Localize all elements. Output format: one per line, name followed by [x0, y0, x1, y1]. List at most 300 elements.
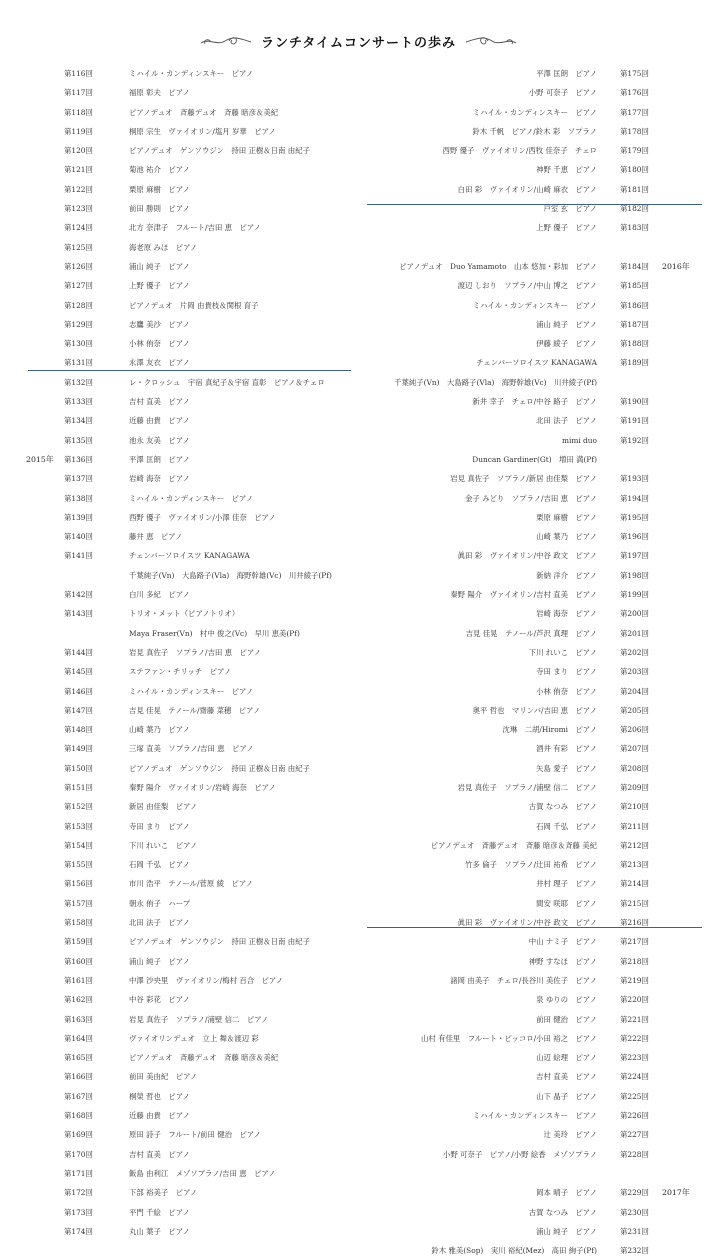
- concert-number: 第212回: [620, 840, 649, 850]
- concert-number: 第230回: [620, 1207, 649, 1217]
- concert-number: 第146回: [64, 686, 93, 696]
- concert-entry: [362, 334, 702, 353]
- performer-text: 千葉純子(Vn) 大島路子(Vla) 海野幹雄(Vc) 川井綾子(Pf): [129, 570, 332, 580]
- performer-text: 丸山 葉子 ピアノ: [129, 1226, 190, 1236]
- concert-entry: [24, 894, 352, 913]
- concert-entry: [24, 469, 352, 488]
- concert-number: 第184回: [620, 261, 649, 271]
- performer-text: 近藤 由貴 ピアノ: [129, 1111, 190, 1121]
- concert-number: 第176回: [620, 88, 649, 98]
- performer-text: 白田 彩 ヴァイオリン/山崎 麻衣 ピアノ: [457, 184, 597, 194]
- performer-text: 岡本 晴子 ピアノ: [536, 1188, 597, 1198]
- performer-text: 岩見 真佐子 ソプラノ/浦壁 信二 ピアノ: [129, 1014, 269, 1024]
- concert-entry: [362, 643, 702, 662]
- concert-number: 第224回: [620, 1072, 649, 1082]
- performer-text: 下川 れいこ ピアノ: [528, 647, 597, 657]
- concert-number: 第215回: [620, 898, 649, 908]
- concert-number: 第203回: [620, 667, 649, 677]
- concert-number: 第132回: [64, 377, 93, 387]
- performer-text: 矢島 愛子 ピアノ: [536, 763, 597, 773]
- concert-number: 第179回: [620, 146, 649, 156]
- concert-entry: [362, 720, 702, 739]
- concert-entry: [24, 874, 352, 893]
- performer-text: ピアノデュオ ゲンソウジン 持田 正樹＆日南 由紀子: [129, 763, 310, 773]
- concert-number: 第119回: [64, 126, 93, 136]
- concert-number: 第202回: [620, 647, 649, 657]
- performer-text: 戸室 玄 ピアノ: [543, 204, 597, 214]
- concert-number: 第174回: [64, 1226, 93, 1236]
- performer-text: 西野 優子 ヴァイオリン/小澤 佳奈 ピアノ: [129, 512, 276, 522]
- performer-text: 岩崎 海奈 ピアノ: [536, 609, 597, 619]
- performer-text: 西野 優子 ヴァイオリン/西牧 佳奈子 チェロ: [442, 146, 597, 156]
- concert-number: 第152回: [64, 802, 93, 812]
- performer-text: 上野 優子 ピアノ: [536, 223, 597, 233]
- concert-entry: [362, 431, 702, 450]
- concert-number: 第177回: [620, 107, 649, 117]
- concert-number: 第160回: [64, 956, 93, 966]
- concert-entry: [362, 199, 702, 218]
- concert-number: 第170回: [64, 1149, 93, 1159]
- concert-number: 第127回: [64, 281, 93, 291]
- concert-number: 第208回: [620, 763, 649, 773]
- concert-entry: [24, 218, 352, 237]
- concert-number: 第197回: [620, 551, 649, 561]
- concert-entry: [24, 180, 352, 199]
- performer-text: 新井 幸子 チェロ/中谷 路子 ピアノ: [472, 397, 597, 407]
- concert-number: 第157回: [64, 898, 93, 908]
- concert-number: 第153回: [64, 821, 93, 831]
- performer-text: ピアノデュオ Duo Yamamoto 山本 悠加・彩加 ピアノ: [399, 261, 597, 271]
- concert-entry: [24, 103, 352, 122]
- concert-number: 第138回: [64, 493, 93, 503]
- concert-number: 第154回: [64, 840, 93, 850]
- performer-text: 奥平 哲也 マリンバ/吉田 恵 ピアノ: [472, 705, 597, 715]
- concert-number: 第180回: [620, 165, 649, 175]
- concert-entry: [362, 739, 702, 758]
- concert-number: 第159回: [64, 937, 93, 947]
- concert-number: 第141回: [64, 551, 93, 561]
- concert-entry: [24, 1164, 352, 1183]
- concert-number: 第139回: [64, 512, 93, 522]
- concert-entry: [24, 585, 352, 604]
- concert-entry: [24, 546, 352, 565]
- concert-entry: [24, 1222, 352, 1241]
- performer-text: 中山 ナミ子 ピアノ: [528, 937, 597, 947]
- concert-number: 第178回: [620, 126, 649, 136]
- concert-entry: [362, 1145, 702, 1164]
- performer-text: 吉村 直美 ピアノ: [129, 1149, 190, 1159]
- performer-text: 小林 侑奈 ピアノ: [129, 339, 190, 349]
- concert-number: 第217回: [620, 937, 649, 947]
- performer-text: 北方 奈津子 フルート/吉田 恵 ピアノ: [129, 223, 261, 233]
- concert-number: 第207回: [620, 744, 649, 754]
- concert-entry: [24, 913, 352, 932]
- concert-number: 第221回: [620, 1014, 649, 1024]
- concert-entry: [362, 1164, 702, 1183]
- concert-entry: [24, 1125, 352, 1144]
- concert-number: 第200回: [620, 609, 649, 619]
- concert-entry: [24, 566, 352, 585]
- concert-entry: [24, 527, 352, 546]
- performer-text: 寺田 まり ピアノ: [129, 821, 190, 831]
- concert-entry: [24, 1106, 352, 1125]
- concert-entry: [362, 759, 702, 778]
- concert-number: 第124回: [64, 223, 93, 233]
- concert-entry: [362, 103, 702, 122]
- performer-text: 間安 咲耶 ピアノ: [536, 898, 597, 908]
- performer-text: ミハイル・カンディンスキー ピアノ: [129, 493, 254, 503]
- concert-number: 第142回: [64, 590, 93, 600]
- performer-text: ミハイル・カンディンスキー ピアノ: [129, 686, 254, 696]
- performer-text: 栗原 麻樹 ピアノ: [536, 512, 597, 522]
- performer-text: Duncan Gardiner(Gt) 増田 満(Pf): [472, 454, 597, 464]
- concert-number: 第130回: [64, 339, 93, 349]
- performer-text: 福原 彰夫 ピアノ: [129, 88, 190, 98]
- year-divider-2015: [28, 370, 351, 371]
- performer-text: 上野 優子 ピアノ: [129, 281, 190, 291]
- performer-text: 石岡 千弘 ピアノ: [129, 860, 190, 870]
- concert-number: 第182回: [620, 204, 649, 214]
- performer-text: 竹多 倫子 ソプラノ/辻田 祐希 ピアノ: [464, 860, 597, 870]
- concert-entry: [362, 353, 702, 372]
- concert-number: 第116回: [64, 69, 93, 78]
- concert-number: 第205回: [620, 705, 649, 715]
- concert-number: 第155回: [64, 860, 93, 870]
- concert-entry: [24, 797, 352, 816]
- performer-text: 山崎 葉乃 ピアノ: [129, 725, 190, 735]
- performer-text: 原田 詩子 フルート/前田 健治 ピアノ: [129, 1130, 261, 1140]
- concert-number: 第120回: [64, 146, 93, 156]
- concert-number: 第150回: [64, 763, 93, 773]
- page-header: [0, 30, 717, 52]
- concert-entry: [362, 122, 702, 141]
- concert-entry: [362, 527, 702, 546]
- performer-text: ピアノデュオ ゲンソウジン 持田 正樹＆日南 由紀子: [129, 146, 310, 156]
- concert-entry: [24, 662, 352, 681]
- concert-number: 第134回: [64, 416, 93, 426]
- concert-entry: [362, 469, 702, 488]
- performer-text: 白川 多紀 ピアノ: [129, 590, 190, 600]
- year-divider-2016: [367, 204, 702, 205]
- concert-entry: [24, 238, 352, 257]
- concert-number: 第186回: [620, 300, 649, 310]
- performer-text: ミハイル・カンディンスキー ピアノ: [129, 69, 254, 78]
- concert-entry: [24, 952, 352, 971]
- concert-entry: [362, 1125, 702, 1144]
- concert-entry: [24, 296, 352, 315]
- performer-text: 金子 みどり ソプラノ/吉田 恵 ピアノ: [464, 493, 597, 503]
- performer-text: 辻 美玲 ピアノ: [543, 1130, 597, 1140]
- concert-number: 第189回: [620, 358, 649, 368]
- concert-number: 第164回: [64, 1033, 93, 1043]
- concert-number: 第204回: [620, 686, 649, 696]
- concert-number: 第133回: [64, 397, 93, 407]
- performer-text: ミハイル・カンディンスキー ピアノ: [472, 107, 597, 117]
- concert-entry: [24, 1203, 352, 1222]
- performer-text: 秦野 陽介 ヴァイオリン/吉村 直美 ピアノ: [450, 590, 597, 600]
- performer-text: 池永 友美 ピアノ: [129, 435, 190, 445]
- concert-number: 第201回: [620, 628, 649, 638]
- concert-number: 第225回: [620, 1091, 649, 1101]
- concert-entry: [24, 1145, 352, 1164]
- concert-number: 第190回: [620, 397, 649, 407]
- concert-entry: [362, 373, 702, 392]
- concert-entry: [24, 411, 352, 430]
- page-title: ランチタイムコンサートの歩み: [260, 35, 457, 51]
- concert-entry: [24, 604, 352, 623]
- performer-text: 三塚 直美 ソプラノ/吉田 恵 ピアノ: [129, 744, 254, 754]
- concert-entry: [24, 971, 352, 990]
- concert-number: 第232回: [620, 1246, 649, 1256]
- concert-entry: [24, 508, 352, 527]
- performer-text: 山下 晶子 ピアノ: [536, 1091, 597, 1101]
- concert-entry: [362, 971, 702, 990]
- concert-number: 第128回: [64, 300, 93, 310]
- performer-text: 沈琳 二胡/Hiromi ピアノ: [502, 725, 597, 735]
- performer-text: 下川 れいこ ピアノ: [129, 840, 198, 850]
- performer-text: チェンバーソロイスツ KANAGAWA: [129, 551, 250, 561]
- performer-text: 浦山 純子 ピアノ: [536, 319, 597, 329]
- concert-entry: [24, 450, 352, 469]
- concert-entry: [24, 1183, 352, 1202]
- performer-text: 永澤 友衣 ピアノ: [129, 358, 190, 368]
- concert-entry: [24, 682, 352, 701]
- concert-entry: [362, 257, 702, 276]
- concert-number: 第228回: [620, 1149, 649, 1159]
- concert-number: 第143回: [64, 609, 93, 619]
- left-flourish-ornament: [199, 34, 253, 48]
- concert-number: 第219回: [620, 975, 649, 985]
- concert-entry: [24, 160, 352, 179]
- concert-number: 第213回: [620, 860, 649, 870]
- concert-entry: [362, 624, 702, 643]
- concert-entry: [362, 817, 702, 836]
- year-label: 2016年: [662, 261, 690, 271]
- concert-entry: [24, 199, 352, 218]
- performer-text: 浦山 純子 ピアノ: [536, 1226, 597, 1236]
- concert-number: 第214回: [620, 879, 649, 889]
- concert-entry: [24, 701, 352, 720]
- performer-text: 眞田 彩 ヴァイオリン/中谷 政文 ピアノ: [457, 551, 597, 561]
- concert-number: 第158回: [64, 918, 93, 928]
- performer-text: 岩崎 海奈 ピアノ: [129, 474, 190, 484]
- concert-entry: [362, 392, 702, 411]
- performer-text: 酒井 有彩 ピアノ: [536, 744, 597, 754]
- concert-entry: [362, 83, 702, 102]
- concert-number: 第181回: [620, 184, 649, 194]
- concert-number: 第169回: [64, 1130, 93, 1140]
- concert-number: 第193回: [620, 474, 649, 484]
- concert-entry: [362, 141, 702, 160]
- concert-number: 第122回: [64, 184, 93, 194]
- performer-text: 平門 千絵 ピアノ: [129, 1207, 190, 1217]
- concert-number: 第118回: [64, 107, 93, 117]
- concert-entry: [362, 508, 702, 527]
- performer-text: 眞田 彩 ヴァイオリン/中谷 政文 ピアノ: [457, 918, 597, 928]
- performer-text: 前田 勝則 ピアノ: [129, 204, 190, 214]
- performer-text: mimi duo: [561, 435, 597, 445]
- concert-entry: [362, 778, 702, 797]
- concert-entry: [362, 411, 702, 430]
- concert-number: 第192回: [620, 435, 649, 445]
- concert-entry: [362, 797, 702, 816]
- performer-text: 渡辺 しおり ソプラノ/中山 博之 ピアノ: [457, 281, 597, 291]
- concert-entry: [362, 585, 702, 604]
- concert-number: 第216回: [620, 918, 649, 928]
- year-label: 2017年: [662, 1188, 690, 1198]
- concert-entry: [362, 64, 702, 83]
- concert-entry: [362, 701, 702, 720]
- performer-text: ピアノデュオ ゲンソウジン 持田 正樹＆日南 由紀子: [129, 937, 310, 947]
- concert-entry: [362, 489, 702, 508]
- concert-number: 第148回: [64, 725, 93, 735]
- performer-text: 鈴木 千帆 ピアノ/鈴木 彩 ソプラノ: [472, 126, 597, 136]
- concert-entry: [24, 257, 352, 276]
- concert-list-left-column: [24, 64, 352, 1241]
- concert-number: 第222回: [620, 1033, 649, 1043]
- performer-text: 桐榮 哲也 ピアノ: [129, 1091, 190, 1101]
- concert-number: 第209回: [620, 782, 649, 792]
- concert-entry: [24, 83, 352, 102]
- performer-text: 前田 美由紀 ピアノ: [129, 1072, 198, 1082]
- concert-entry: [24, 334, 352, 353]
- performer-text: トリオ・メット（ピアノトリオ）: [129, 609, 240, 619]
- performer-text: 栗原 麻樹 ピアノ: [129, 184, 190, 194]
- right-flourish-ornament: [464, 34, 518, 48]
- performer-text: Maya Fraser(Vn) 村中 俊之(Vc) 早川 恵美(Pf): [129, 628, 300, 638]
- performer-text: 山村 有佳里 フルート・ピッコロ/小田 裕之 ピアノ: [421, 1033, 597, 1043]
- concert-number: 第144回: [64, 647, 93, 657]
- concert-entry: [362, 682, 702, 701]
- performer-text: 山崎 葉乃 ピアノ: [536, 532, 597, 542]
- performer-text: 小野 可奈子 ピアノ/小野 絵香 メゾソプラノ: [443, 1149, 597, 1159]
- performer-text: 市川 浩平 テノール/菅原 綾 ピアノ: [129, 879, 253, 889]
- concert-entry: [362, 1222, 702, 1241]
- performer-text: ピアノデュオ 斉藤デュオ 斉藤 暗彦＆斉藤 美紀: [430, 840, 597, 850]
- performer-text: 朝永 侑子 ハープ: [129, 898, 191, 908]
- concert-number: 第211回: [620, 821, 649, 831]
- performer-text: ミハイル・カンディンスキー ピアノ: [472, 300, 597, 310]
- performer-text: 新納 洋介 ピアノ: [536, 570, 597, 580]
- concert-list-right-column: [362, 64, 702, 1260]
- concert-entry: [24, 141, 352, 160]
- performer-text: 飯島 由利江 メゾソプラノ/吉田 恵 ピアノ: [129, 1168, 276, 1178]
- concert-entry: [362, 296, 702, 315]
- performer-text: 山辺 絵理 ピアノ: [536, 1053, 597, 1063]
- performer-text: 石岡 千弘 ピアノ: [536, 821, 597, 831]
- concert-number: 第125回: [64, 242, 93, 252]
- concert-entry: [362, 566, 702, 585]
- concert-number: 第183回: [620, 223, 649, 233]
- concert-entry: [24, 1087, 352, 1106]
- performer-text: 岩見 真佐子 ソプラノ/浦壁 信二 ピアノ: [457, 782, 597, 792]
- concert-number: 第171回: [64, 1168, 93, 1178]
- year-label: 2015年: [26, 454, 54, 464]
- performer-text: 泉 ゆりの ピアノ: [536, 995, 597, 1005]
- concert-number: 第187回: [620, 319, 649, 329]
- performer-text: 古賀 なつみ ピアノ: [528, 1207, 597, 1217]
- concert-number: 第156回: [64, 879, 93, 889]
- performer-text: レ・クロッシュ 宇宿 真紀子＆宇宿 直彰 ピアノ＆チェロ: [129, 377, 325, 387]
- performer-text: 諸岡 由美子 チェロ/長谷川 美佐子 ピアノ: [450, 975, 597, 985]
- concert-entry: [362, 855, 702, 874]
- concert-entry: [362, 932, 702, 951]
- performer-text: ピアノデュオ 斉藤デュオ 斉藤 暗彦＆美紀: [129, 1053, 279, 1063]
- concert-entry: [362, 894, 702, 913]
- concert-entry: [24, 489, 352, 508]
- performer-text: 吉村 直美 ピアノ: [129, 397, 190, 407]
- concert-entry: [362, 1048, 702, 1067]
- concert-entry: [362, 913, 702, 932]
- concert-entry: [24, 720, 352, 739]
- concert-entry: [362, 1067, 702, 1086]
- performer-text: 海老原 みほ ピアノ: [129, 242, 198, 252]
- performer-text: 岩見 真佐子 ソプラノ/吉田 恵 ピアノ: [129, 647, 262, 657]
- performer-text: 小林 侑奈 ピアノ: [536, 686, 597, 696]
- concert-number: 第195回: [620, 512, 649, 522]
- performer-text: 吉村 直美 ピアノ: [536, 1072, 597, 1082]
- performer-text: 中澤 沙央里 ヴァイオリン/梅村 百合 ピアノ: [129, 975, 284, 985]
- concert-number: 第168回: [64, 1111, 93, 1121]
- performer-text: ピアノデュオ 片岡 由貴枝＆関根 育子: [129, 300, 259, 310]
- concert-entry: [24, 64, 352, 83]
- concert-entry: [362, 1029, 702, 1048]
- concert-entry: [362, 238, 702, 257]
- concert-number: 第194回: [620, 493, 649, 503]
- concert-number: 第172回: [64, 1188, 93, 1198]
- performer-text: 浦山 純子 ピアノ: [129, 261, 190, 271]
- concert-number: 第145回: [64, 667, 93, 677]
- concert-number: 第163回: [64, 1014, 93, 1024]
- concert-entry: [362, 990, 702, 1009]
- performer-text: 中谷 彩花 ピアノ: [129, 995, 190, 1005]
- performer-text: 井村 理子 ピアノ: [536, 879, 597, 889]
- concert-number: 第196回: [620, 532, 649, 542]
- performer-text: ミハイル・カンディンスキー ピアノ: [472, 1111, 597, 1121]
- concert-entry: [362, 1087, 702, 1106]
- concert-number: 第131回: [64, 358, 93, 368]
- concert-entry: [362, 1106, 702, 1125]
- concert-number: 第188回: [620, 339, 649, 349]
- performer-text: 小野 可奈子 ピアノ: [528, 88, 597, 98]
- performer-text: 岩見 真佐子 ソプラノ/新居 由佳梨 ピアノ: [450, 474, 597, 484]
- concert-entry: [24, 759, 352, 778]
- concert-entry: [362, 1010, 702, 1029]
- performer-text: 吉見 佳晃 テノール/芦沢 真理 ピアノ: [465, 628, 597, 638]
- concert-number: 第167回: [64, 1091, 93, 1101]
- concert-number: 第191回: [620, 416, 649, 426]
- performer-text: 平澤 匡朗 ピアノ: [129, 454, 190, 464]
- concert-entry: [362, 1241, 702, 1260]
- performer-text: 志鷹 美沙 ピアノ: [129, 319, 190, 329]
- concert-number: 第226回: [620, 1111, 649, 1121]
- concert-entry: [24, 624, 352, 643]
- concert-number: 第218回: [620, 956, 649, 966]
- concert-entry: [24, 122, 352, 141]
- concert-entry: [24, 643, 352, 662]
- performer-text: 新居 由佳梨 ピアノ: [129, 802, 198, 812]
- concert-number: 第129回: [64, 319, 93, 329]
- concert-entry: [362, 450, 702, 469]
- performer-text: 千葉純子(Vn) 大島路子(Vla) 海野幹雄(Vc) 川井綾子(Pf): [394, 377, 597, 387]
- concert-entry: [362, 276, 702, 295]
- performer-text: ステファン・チリッチ ピアノ: [129, 667, 232, 677]
- concert-number: 第223回: [620, 1053, 649, 1063]
- concert-entry: [24, 932, 352, 951]
- concert-entry: [24, 431, 352, 450]
- concert-number: 第210回: [620, 802, 649, 812]
- concert-entry: [24, 855, 352, 874]
